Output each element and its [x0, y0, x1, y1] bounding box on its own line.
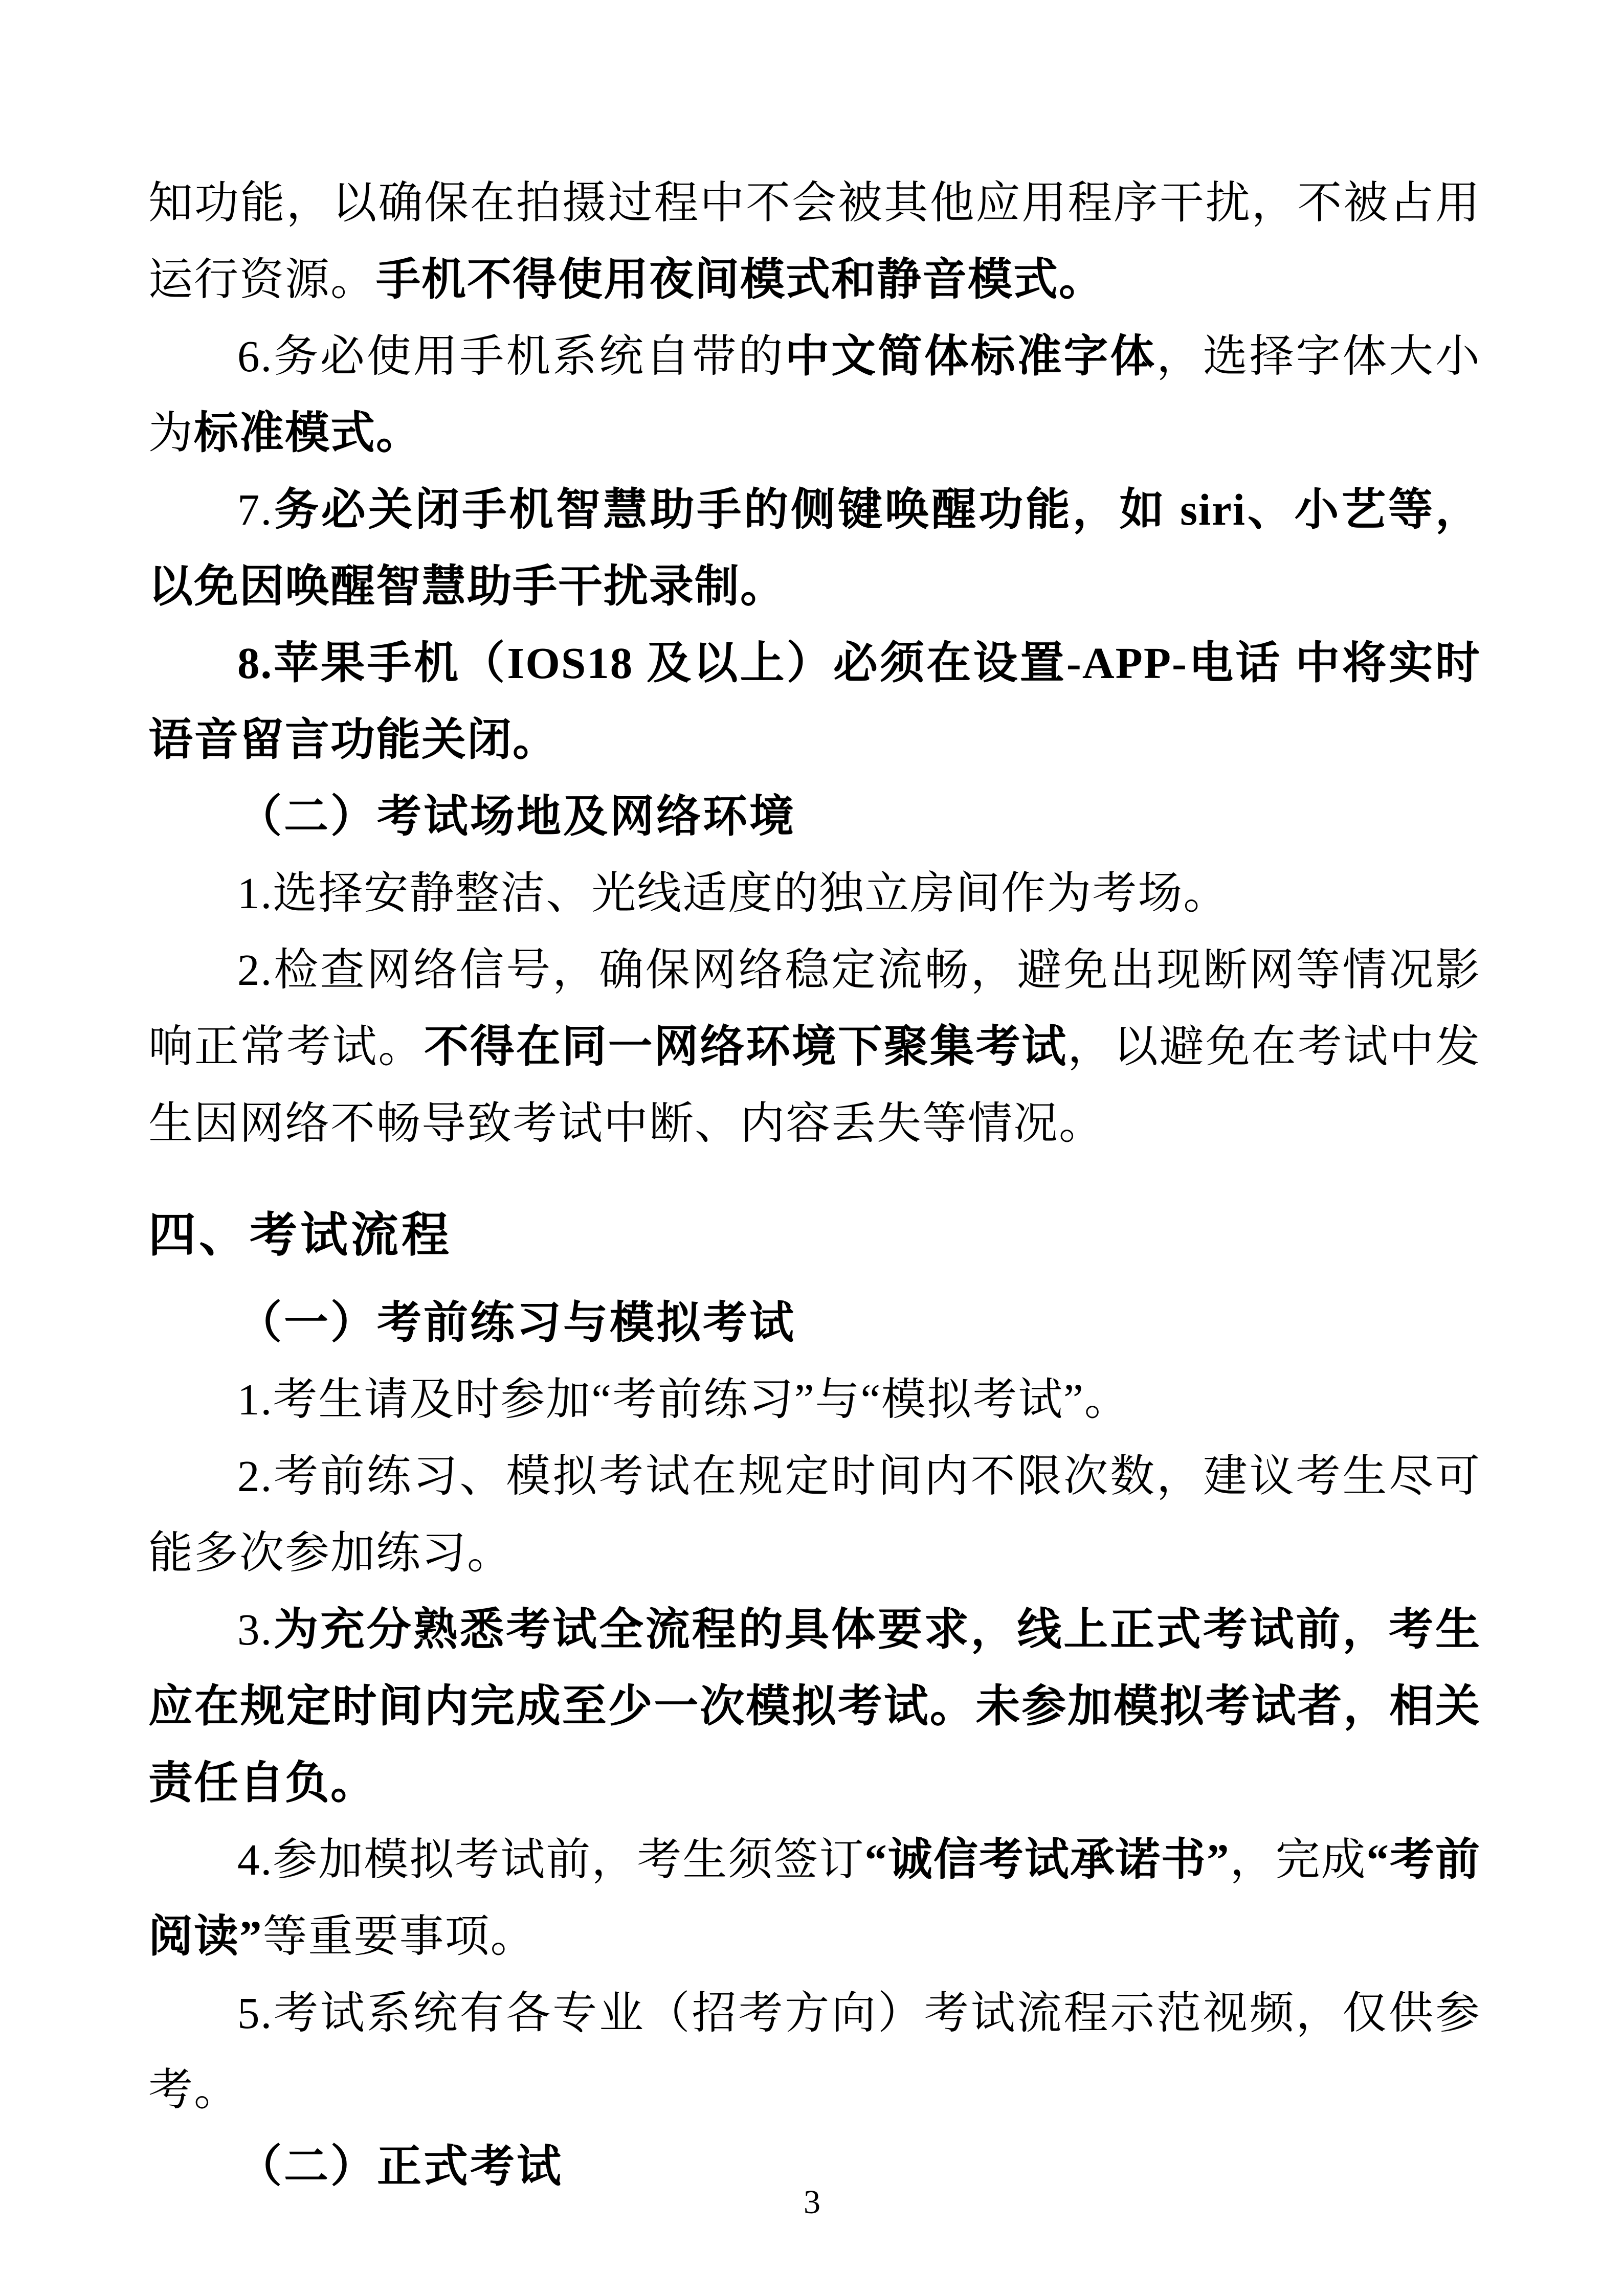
- document-content: [148, 165, 1481, 2205]
- text-segment: 3.: [237, 1605, 273, 1654]
- text-segment: ，完成: [1230, 1835, 1367, 1884]
- text-segment: 标准模式。: [194, 408, 421, 458]
- text-segment: 知功能，以确保在拍摄过程中不会被其他应用程序干扰，不被占用运行资源。: [148, 178, 1481, 304]
- item-1-quiet-room: [148, 855, 1481, 932]
- item-2-network-signal: [148, 932, 1481, 1162]
- item-8-iphone-live-voicemail: [148, 625, 1481, 778]
- heading-venue-and-network: [148, 778, 1481, 855]
- para-phone-settings-continued: [148, 165, 1481, 318]
- text-segment: （一）考前练习与模拟考试: [237, 1298, 796, 1347]
- item-7-smart-assistant: [148, 471, 1481, 625]
- text-segment: 1.选择安静整洁、光线适度的独立房间作为考场。: [237, 868, 1229, 918]
- text-segment: 务必关闭手机智慧助手的侧键唤醒功能，如 siri、小艺等，以免因唤醒智慧助手干扰录制。: [148, 485, 1481, 611]
- text-segment: 8.苹果手机（IOS18 及以上）必须在设置-APP-电话 中将实时语音留言功能关闭。: [148, 638, 1481, 764]
- item-2-unlimited-attempts: [148, 1438, 1481, 1591]
- text-segment: 5.考试系统有各专业（招考方向）考试流程示范视频，仅供参考。: [148, 1988, 1481, 2114]
- text-segment: （二）正式考试: [237, 2142, 563, 2191]
- item-1-timely-participation: [148, 1361, 1481, 1438]
- text-segment: 2.考前练习、模拟考试在规定时间内不限次数，建议考生尽可能多次参加练习。: [148, 1451, 1481, 1578]
- text-segment: 1.考生请及时参加“考前练习”与“模拟考试”。: [237, 1375, 1130, 1424]
- text-segment: 四、考试流程: [148, 1208, 452, 1262]
- text-segment: “诚信考试承诺书”: [864, 1835, 1230, 1884]
- text-segment: 7.: [237, 485, 273, 534]
- item-5-demo-videos: [148, 1975, 1481, 2128]
- text-segment: ，以避免在考试中发生因网络不畅导致考试中断、内容丢失等情况。: [148, 1022, 1481, 1148]
- heading-exam-process: [148, 1197, 1481, 1273]
- text-segment: “考前阅读”: [148, 1835, 1481, 1961]
- item-4-integrity-commitment: [148, 1821, 1481, 1975]
- text-segment: 中文简体标准字体: [785, 331, 1156, 381]
- text-segment: 4.参加模拟考试前，考生须签订: [237, 1835, 865, 1884]
- text-segment: 等重要事项。: [262, 1911, 536, 1961]
- text-segment: ，选择字体大小为: [148, 331, 1481, 458]
- page-number: 3: [804, 2184, 820, 2221]
- text-segment: 2.检查网络信号，确保网络稳定流畅，避免出现断网等情况影响正常考试。: [148, 945, 1481, 1071]
- heading-practice-and-mock: [148, 1285, 1481, 1361]
- text-segment: （二）考试场地及网络环境: [237, 792, 796, 841]
- item-3-mock-exam-required: [148, 1591, 1481, 1821]
- text-segment: 不得在同一网络环境下聚集考试: [424, 1022, 1068, 1071]
- text-segment: 6.务必使用手机系统自带的: [237, 331, 785, 381]
- item-6-system-font: [148, 318, 1481, 471]
- text-segment: 手机不得使用夜间模式和静音模式。: [376, 255, 1104, 304]
- text-segment: 为充分熟悉考试全流程的具体要求，线上正式考试前，考生应在规定时间内完成至少一次模拟考试。未参加模拟考试者，相关责任自负。: [148, 1605, 1481, 1808]
